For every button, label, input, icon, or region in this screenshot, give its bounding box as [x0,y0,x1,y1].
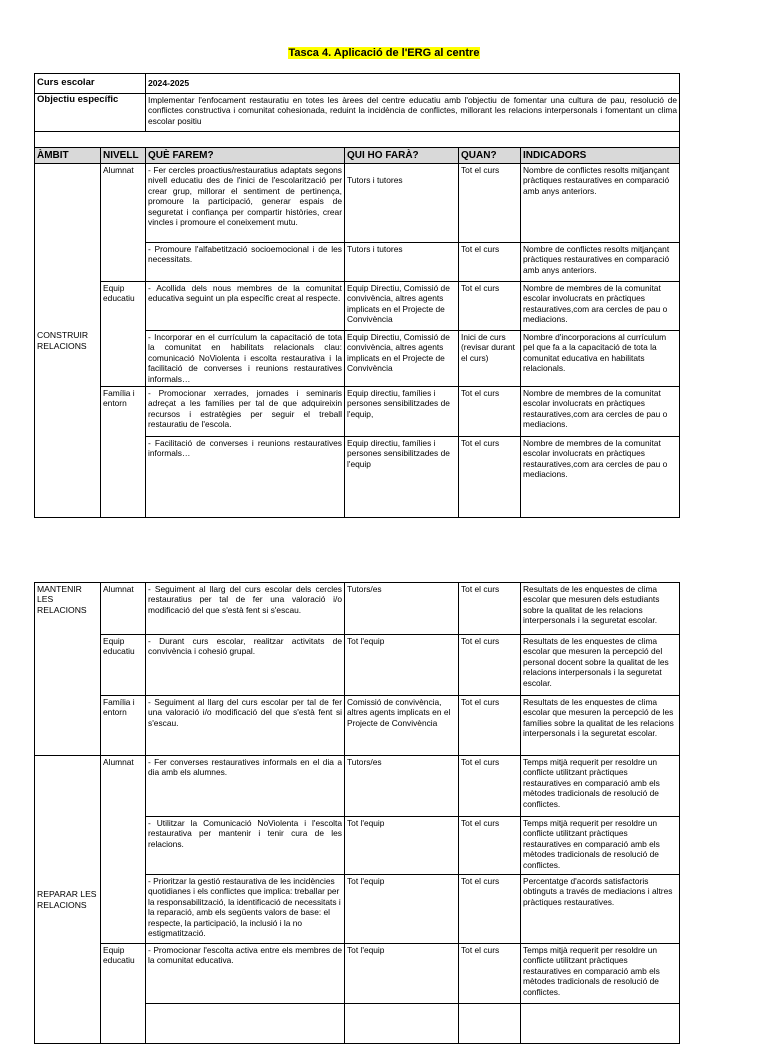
nivell-familia: Família i entorn [101,696,146,756]
que-cell: - Acollida dels nous membres de la comunitat educativa seguint un pla específic creat al respecte. [146,282,345,331]
quan-cell: Tot el curs [459,164,521,243]
qui-cell: Tot l'equip [345,635,459,696]
table-row [35,583,680,635]
que-cell: - Seguiment al llarg del curs escolar per tal de fer una valoració i/o modificació del que s'està fent si s'escau. [146,696,345,756]
quan-cell: Tot el curs [459,243,521,282]
indicador-cell: Temps mitjà requerit per resoldre un conflicte utilitzant pràctiques restauratives en comparació amb els mètodes tradicionals de resolució de conflictes. [521,817,680,875]
indicador-cell: Nombre d'incorporacions al currículum pel que fa a la capacitació de tota la comunitat educativa en habilitats relacionals. [521,331,680,387]
table-row [35,944,680,1004]
qui-cell: Tot l'equip [345,944,459,1004]
table-row [35,635,680,696]
nivell-familia: Família i entorn [101,387,146,518]
indicador-cell: Resultats de les enquestes de clima escolar que mesuren dels estudiants sobre la qualitat de les relacions interpersonals i la seguretat escolar. [521,583,680,635]
qui-cell: Equip directiu, famílies i persones sensibilitzades de l'equip, [345,387,459,437]
que-cell: - Promoure l'alfabetització socioemocional i de les necessitats. [146,243,345,282]
qui-cell: Equip directiu, famílies i persones sensibilitzades de l'equip [345,437,459,518]
table-row [35,282,680,331]
curs-label: Curs escolar [35,74,146,94]
curs-value: 2024-2025 [146,74,680,94]
plan-table-page-1 [34,73,680,518]
table-row [35,756,680,817]
que-cell: - Promocionar xerrades, jornades i seminaris adreçat a les famílies per tal de que adquireixin recursos i estratègies per seguir el treball restauratiu de l'escola. [146,387,345,437]
title-text: Tasca 4. Aplicació de l'ERG al centre [288,47,480,59]
header-que-farem: QUÈ FAREM? [146,148,345,164]
indicador-cell: Nombre de conflictes resolts mitjançant pràctiques restauratives en comparació amb anys anteriors. [521,243,680,282]
que-cell: - Fer converses restauratives informals en el dia a dia amb els alumnes. [146,756,345,817]
spacer-cell [35,132,680,148]
que-cell: - Incorporar en el currículum la capacitació de tota la comunitat en habilitats relacionals clau: comunicació NoViolenta i escolta restaurativa i la facilitació de converses i reunions restauratives informals… [146,331,345,387]
qui-cell: Tutors/es [345,583,459,635]
quan-cell: Tot el curs [459,387,521,437]
nivell-alumnat: Alumnat [101,164,146,282]
quan-cell: Tot el curs [459,875,521,944]
quan-cell: Tot el curs [459,282,521,331]
qui-cell: Tot l'equip [345,817,459,875]
header-row [35,148,680,164]
ambit-construir: CONSTRUIR RELACIONS [35,164,101,518]
objectiu-label: Objectiu específic [35,94,146,132]
nivell-equip: Equip educatiu [101,282,146,387]
table-row [35,164,680,243]
header-nivell: NIVELL [101,148,146,164]
objectiu-value: Implementar l'enfocament restauratiu en totes les àrees del centre educatiu amb l'objectiu de fomentar una cultura de pau, resolució de conflictes constructiva i comunitat cohesionada, reduint la incidència de conflictes, millorant les relacions interpersonals i fomentant un clima escolar positiu [146,94,680,132]
quan-cell: Inici de curs (revisar durant el curs) [459,331,521,387]
qui-cell: Tutors i tutores [345,243,459,282]
indicador-cell: Nombre de membres de la comunitat escolar involucrats en pràctiques restauratives,com ara cercles de pau o mediacions. [521,282,680,331]
table-row [35,387,680,437]
que-cell: - Prioritzar la gestió restaurativa de les incidències quotidianes i els conflictes que implica: treballar per la responsabilització, la identificació de necessitats i la reparació, amb els següents valors de base: el respecte, la participació, la inclusió i la no estigmatització. [146,875,345,944]
indicador-cell: Nombre de membres de la comunitat escolar involucrats en pràctiques restauratives,com ara cercles de pau o mediacions. [521,437,680,518]
que-cell: - Fer cercles proactius/restauratius adaptats segons nivell educatiu des de l'inici de l'escolarització per crear grup, millorar el sentiment de pertinença, promoure la participació, generar espais de seguretat i confiança per compartir històries, crear vincles i promoure el coneixement mutu. [146,164,345,243]
indicador-cell: Resultats de les enquestes de clima escolar que mesuren la percepció del personal docent sobre la qualitat de les relacions interpersonals i la seguretat escolar. [521,635,680,696]
quan-cell: Tot el curs [459,696,521,756]
qui-cell: Comissió de convivència, altres agents implicats en el Projecte de Convivència [345,696,459,756]
que-cell: - Durant curs escolar, realitzar activitats de convivència i cohesió grupal. [146,635,345,696]
nivell-alumnat: Alumnat [101,756,146,944]
header-indicadors: INDICADORS [521,148,680,164]
info-row-curs [35,74,680,94]
qui-cell: Equip Directiu, Comissió de convivència, altres agents implicats en el Projecte de Convivència [345,282,459,331]
header-quan: QUAN? [459,148,521,164]
info-row-objectiu [35,94,680,132]
quan-cell: Tot el curs [459,944,521,1004]
indicador-cell: Temps mitjà requerit per resoldre un conflicte utilitzant pràctiques restauratives en comparació amb els mètodes tradicionals de resolució de conflictes. [521,944,680,1004]
qui-cell: Tutors/es [345,756,459,817]
qui-cell: Tutors i tutores [345,164,459,243]
quan-cell: Tot el curs [459,635,521,696]
header-qui-ho-fara: QUI HO FARÀ? [345,148,459,164]
nivell-alumnat: Alumnat [101,583,146,635]
quan-cell: Tot el curs [459,437,521,518]
indicador-cell: Percentatge d'acords satisfactoris obtinguts a través de mediacions i altres pràctiques restauratives. [521,875,680,944]
quan-cell: Tot el curs [459,583,521,635]
header-ambit: ÀMBIT [35,148,101,164]
nivell-equip: Equip educatiu [101,944,146,1044]
que-cell: - Promocionar l'escolta activa entre els membres de la comunitat educativa. [146,944,345,1004]
indicador-cell: Temps mitjà requerit per resoldre un conflicte utilitzant pràctiques restauratives en comparació amb els mètodes tradicionals de resolució de conflictes. [521,756,680,817]
quan-cell: Tot el curs [459,817,521,875]
que-cell: - Utilitzar la Comunicació NoViolenta i l'escolta restaurativa per mantenir i tenir cura de les relacions. [146,817,345,875]
spacer-row [35,132,680,148]
plan-table-page-2 [34,582,680,1044]
indicador-cell: Nombre de conflictes resolts mitjançant pràctiques restauratives en comparació amb anys anteriors. [521,164,680,243]
qui-cell: Tot l'equip [345,875,459,944]
nivell-equip: Equip educatiu [101,635,146,696]
indicador-cell: Nombre de membres de la comunitat escolar involucrats en pràctiques restauratives,com ara cercles de pau o mediacions. [521,387,680,437]
document-title [0,43,768,61]
indicador-cell: Resultats de les enquestes de clima escolar que mesuren la percepció de les famílies sobre la qualitat de les relacions interpersonals i la seguretat escolar. [521,696,680,756]
qui-cell: Equip Directiu, Comissió de convivència, altres agents implicats en el Projecte de Convivència [345,331,459,387]
que-cell: - Facilitació de converses i reunions restauratives informals… [146,437,345,518]
ambit-mantenir: MANTENIR LES RELACIONS [35,583,101,756]
table-row [35,696,680,756]
ambit-reparar: REPARAR LES RELACIONS [35,756,101,1044]
quan-cell: Tot el curs [459,756,521,817]
que-cell: - Seguiment al llarg del curs escolar dels cercles restauratius per tal de fer una valoració i/o modificació del que s'està fent si s'escau. [146,583,345,635]
